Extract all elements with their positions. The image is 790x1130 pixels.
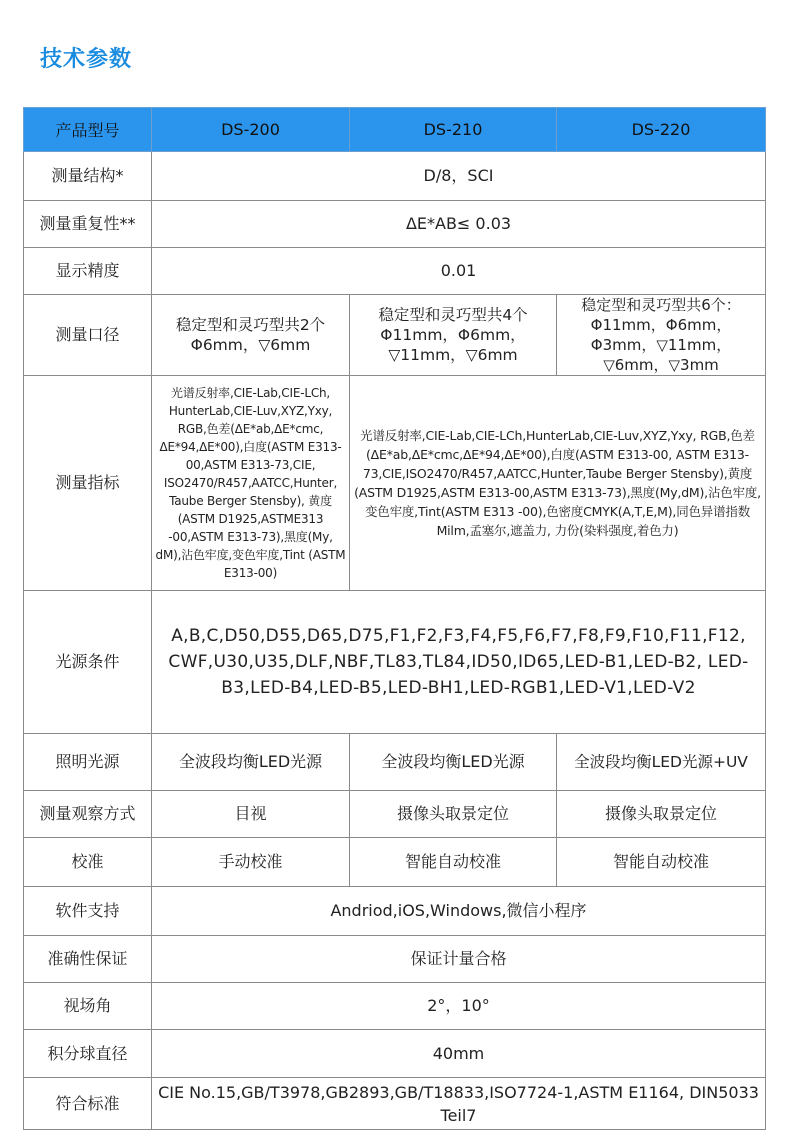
model-ds200: DS-200 [152,108,350,152]
aperture-ds200: 稳定型和灵巧型共2个 Φ6mm，▽6mm [152,295,350,376]
row-label: 校准 [24,838,152,887]
row-aperture [24,295,766,376]
row-value: 保证计量合格 [152,936,766,983]
row-illumination [24,734,766,791]
row-value: D/8，SCI [152,152,766,201]
row-label: 测量结构* [24,152,152,201]
aperture-ds220: 稳定型和灵巧型共6个：Φ11mm，Φ6mm，Φ3mm，▽11mm，▽6mm，▽3mm [557,295,766,376]
row-value: A,B,C,D50,D55,D65,D75,F1,F2,F3,F4,F5,F6,F7,F8,F9,F10,F11,F12, CWF,U30,U35,DLF,NBF,TL83,TL84,ID50,ID65,LED-B1,LED-B2, LED-B3,LED-B4,LED-B5,LED-BH1,LED-RGB1,LED-V1,LED-V2 [152,591,766,734]
row-label: 软件支持 [24,887,152,936]
row-light-source [24,591,766,734]
header-row [24,108,766,152]
illumination-ds220: 全波段均衡LED光源+UV [557,734,766,791]
observation-ds200: 目视 [152,791,350,838]
row-label: 测量重复性** [24,201,152,248]
calibration-ds220: 智能自动校准 [557,838,766,887]
row-label: 视场角 [24,983,152,1030]
observation-ds220: 摄像头取景定位 [557,791,766,838]
row-label: 积分球直径 [24,1030,152,1078]
row-observation [24,791,766,838]
row-label: 照明光源 [24,734,152,791]
indices-ds200: 光谱反射率,CIE-Lab,CIE-LCh, HunterLab,CIE-Luv,XYZ,Yxy, RGB,色差(ΔE*ab,ΔE*cmc, ΔE*94,ΔE*00),白度(ASTM E313-00,ASTM E313-73,CIE, ISO2470/R457,AATCC,Hunter, Taube Berger Stensby), 黄度(ASTM D1925,ASTME313 -00,ASTM E313-73),黑度(My, dM),沾色牢度,变色牢度,Tint (ASTM E313-00) [152,376,350,591]
row-structure [24,152,766,201]
row-precision [24,248,766,295]
row-label: 测量观察方式 [24,791,152,838]
calibration-ds210: 智能自动校准 [350,838,557,887]
row-label: 测量口径 [24,295,152,376]
illumination-ds210: 全波段均衡LED光源 [350,734,557,791]
row-label: 光源条件 [24,591,152,734]
row-value: 0.01 [152,248,766,295]
row-label: 测量指标 [24,376,152,591]
row-value: 40mm [152,1030,766,1078]
aperture-ds210: 稳定型和灵巧型共4个 Φ11mm，Φ6mm， ▽11mm，▽6mm [350,295,557,376]
row-software [24,887,766,936]
row-value: ΔE*AB≤ 0.03 [152,201,766,248]
illumination-ds200: 全波段均衡LED光源 [152,734,350,791]
header-label: 产品型号 [24,108,152,152]
row-calibration [24,838,766,887]
row-label: 显示精度 [24,248,152,295]
indices-ds210-ds220: 光谱反射率,CIE-Lab,CIE-LCh,HunterLab,CIE-Luv,XYZ,Yxy, RGB,色差(ΔE*ab,ΔE*cmc,ΔE*94,ΔE*00),白度(ASTM E313-00, ASTM E313-73,CIE,ISO2470/R457,AATCC,Hunter,Taube Berger Stensby),黄度(ASTM D1925,ASTM E313-00,ASTM E313-73),黑度(My,dM),沾色牢度,变色牢度,Tint(ASTM E313 -00),色密度CMYK(A,T,E,M),同色异谱指数Milm,孟塞尔,遮盖力, 力份(染料强度,着色力) [350,376,766,591]
observation-ds210: 摄像头取景定位 [350,791,557,838]
row-label: 符合标准 [24,1078,152,1130]
row-value: 2°，10° [152,983,766,1030]
row-value: CIE No.15,GB/T3978,GB2893,GB/T18833,ISO7724-1,ASTM E1164, DIN5033 Teil7 [152,1078,766,1130]
page-title: 技术参数 [40,47,133,72]
row-label: 准确性保证 [24,936,152,983]
row-repeatability [24,201,766,248]
row-value: Andriod,iOS,Windows,微信小程序 [152,887,766,936]
row-accuracy [24,936,766,983]
model-ds220: DS-220 [557,108,766,152]
row-indices [24,376,766,591]
calibration-ds200: 手动校准 [152,838,350,887]
row-sphere [24,1030,766,1078]
spec-table [23,107,766,1130]
model-ds210: DS-210 [350,108,557,152]
row-standards [24,1078,766,1130]
row-view-angle [24,983,766,1030]
